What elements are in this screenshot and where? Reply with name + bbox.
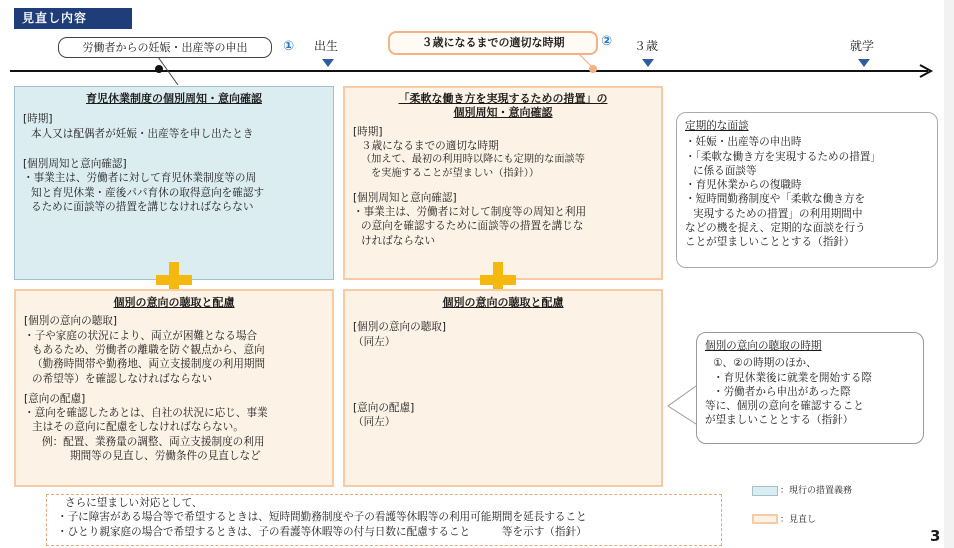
- stage-age3-label: ３歳: [634, 39, 659, 53]
- note2-title: 個別の意向の聴取の時期: [705, 340, 822, 352]
- box2-confirm-line: ・事業主は、労働者に対して制度等の周知と利用: [353, 206, 587, 219]
- timeline-arrow: [8, 62, 942, 82]
- bottom-additional-measures: [46, 494, 722, 546]
- box3-consider-line: ・意向を確認したあとは、自社の状況に応じ、事業: [24, 407, 268, 420]
- bottom-line: ・子に障害がある場合等で希望するときは、短時間勤務制度や子の看護等休暇等の利用可能期間を延長すること: [57, 511, 587, 524]
- note1-line: ・育児休業からの復職時: [685, 179, 802, 192]
- box3-hearing-line: もあるため、労働者の離職を防ぐ観点から、意向: [32, 343, 265, 356]
- callout-pointer: [150, 57, 190, 87]
- box3-consider-line: 主はその意向に配慮をしなければならない。: [32, 421, 244, 434]
- bottom-line: ・ひとり親家庭の場合で希望するときは、子の看護等休暇等の付与日数に配慮すること 等を示す（指針）: [57, 525, 587, 538]
- box4-consider-heading: [意向の配慮]: [353, 401, 415, 414]
- marker-number-1: ①: [283, 39, 295, 54]
- note1-line: などの機を捉え、定期的な面談を行う: [685, 222, 866, 235]
- note2-line: ・育児休業後に就業を開始する際: [713, 371, 872, 384]
- box1-confirm-line: 知と育児休業・産後パパ育休の取得意向を確認す: [31, 186, 265, 199]
- box3-example-line: 期間等の見直し、労働条件の見直しなど: [70, 450, 261, 463]
- box1-timing-text: 本人又は配偶者が妊娠・出産等を申し出たとき: [31, 127, 254, 140]
- right-edge-strip: [944, 0, 954, 548]
- note2-line: ①、②の時期のほか、: [713, 357, 817, 370]
- box1-confirm-line: ・事業主は、労働者に対して育児休業制度等の周: [23, 172, 257, 185]
- note-intention-hearing-timing: [696, 332, 924, 444]
- marker-number-2: ②: [601, 34, 613, 49]
- box3-hearing-line: の希望等）を確認しなければならない: [32, 372, 213, 385]
- legend-label-current: ：現行の措置義務: [780, 486, 853, 496]
- stage-birth-marker: [322, 59, 334, 67]
- timeline-callout-notification: 労働者からの妊娠・出産等の申出: [58, 37, 272, 58]
- box4-hearing-heading: [個別の意向の聴取]: [353, 321, 447, 334]
- note1-line: に係る面談等: [693, 164, 757, 177]
- box3-hearing-line: ・子や家庭の状況により、両立が困難となる場合: [24, 329, 258, 342]
- box4-consider-value: （同左）: [353, 416, 396, 429]
- box1-confirm-line: るために面談等の措置を講じなければならない: [31, 200, 254, 213]
- note-regular-interviews: [676, 112, 938, 268]
- stage-birth-label: 出生: [314, 39, 339, 53]
- box2-timing-note: を実施することが望ましい（指針））: [371, 167, 540, 179]
- note1-line: ことが望ましいこととする（指針）: [685, 236, 855, 249]
- note1-line: 実現するための措置」の利用期間中: [693, 207, 863, 220]
- box2-timing-note: （加えて、最初の利用時以降にも定期的な面談等: [361, 154, 585, 166]
- box2-timing-text: ３歳になるまでの適切な時期: [361, 139, 499, 152]
- note1-title: 定期的な面談: [685, 120, 749, 132]
- note1-line: ・妊娠・出産等の申出時: [685, 136, 802, 149]
- bottom-lead: さらに望ましい対応として、: [65, 497, 203, 509]
- stage-age3-marker: [642, 59, 654, 67]
- note2-line: ・労働者から申出があった際: [713, 385, 851, 398]
- box3-hearing-line: （勤務時間帯や勤務地、両立支援制度の利用期間: [32, 358, 266, 371]
- note2-line: 等に、個別の意向を確認すること: [705, 400, 864, 413]
- box-childcare-leave-notification: [14, 86, 334, 280]
- box2-confirm-line: の意向を確認するために面談等の措置を講じな: [361, 220, 584, 233]
- stage-school-label: 就学: [850, 39, 875, 53]
- box-flexible-work-notification: [343, 86, 663, 280]
- box3-title: 個別の意向の聴取と配慮: [113, 296, 235, 309]
- box3-example-line: 例：配置、業務量の調整、両立支援制度の利用: [42, 435, 265, 448]
- box4-title: 個別の意向の聴取と配慮: [442, 296, 564, 309]
- box3-consider-heading: [意向の配慮]: [24, 392, 86, 405]
- timeline-callout-3years: ３歳になるまでの適切な時期: [388, 31, 598, 55]
- box1-title: 育児休業制度の個別周知・意向確認: [86, 92, 262, 105]
- box2-title-line2: 個別周知・意向確認: [453, 106, 553, 120]
- stage-school-marker: [858, 59, 870, 67]
- note2-line: が望ましいこととする（指針）: [705, 414, 854, 427]
- section-header: 見直し内容: [14, 8, 132, 29]
- box2-timing-heading: [時期]: [353, 125, 383, 138]
- box4-hearing-value: （同左）: [353, 335, 396, 348]
- box2-title-line1: 「柔軟な働き方を実現するための措置」の: [398, 92, 608, 105]
- note2-pointer: [666, 380, 698, 430]
- box-individual-intention-hearing-flexible: [343, 289, 663, 487]
- legend-label-revision: ：見直し: [780, 515, 817, 525]
- legend-swatch-current: [752, 486, 778, 496]
- note1-line: ・短時間勤務制度や「柔軟な働き方を: [685, 193, 866, 206]
- callout-pointer-orange: [575, 54, 605, 76]
- box-individual-intention-hearing: [14, 289, 334, 487]
- box1-timing-heading: [時期]: [23, 113, 53, 126]
- box2-confirm-line: ければならない: [361, 234, 436, 247]
- box1-confirm-heading: [個別周知と意向確認]: [23, 157, 127, 170]
- legend-swatch-revision: [752, 514, 778, 524]
- note1-line: ・「柔軟な働き方を実現するための措置」: [685, 150, 881, 163]
- box3-hearing-heading: [個別の意向の聴取]: [24, 315, 118, 328]
- page-number: 3: [930, 527, 941, 545]
- box2-confirm-heading: [個別周知と意向確認]: [353, 191, 457, 204]
